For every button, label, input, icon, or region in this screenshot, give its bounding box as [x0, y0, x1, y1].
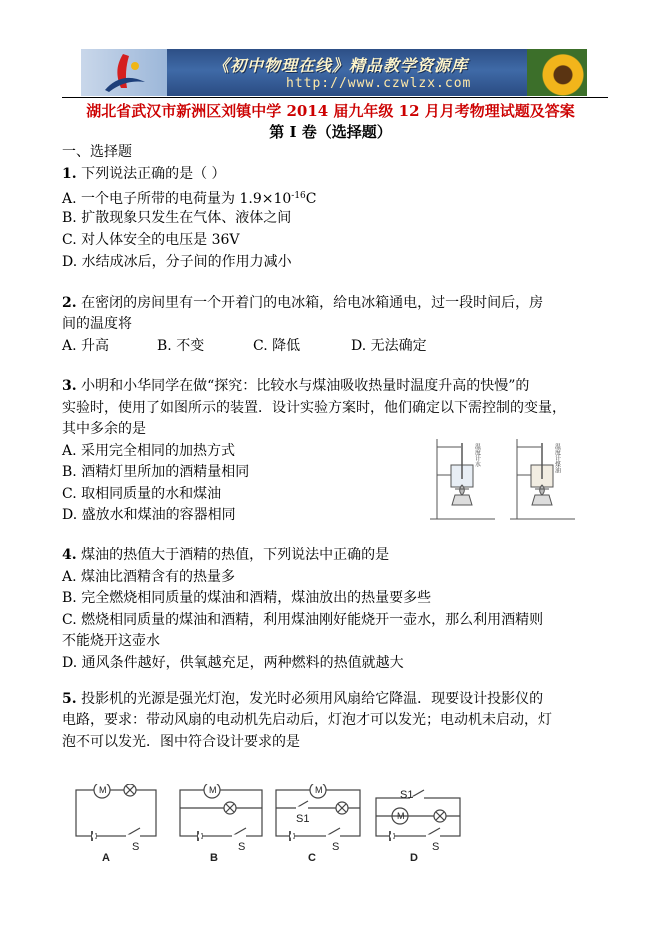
question-5-stem-line2: 电路，要求：带动风扇的电动机先启动后，灯泡才可以发光；电动机未启动，灯	[62, 712, 552, 728]
question-3-option-c: C. 取相同质量的水和煤油	[62, 486, 222, 502]
question-4-option-c-line2: 不能烧开这壶水	[62, 633, 160, 649]
figure-label-left: 温度计水	[473, 443, 481, 467]
question-2-option-a: A. 升高	[62, 338, 110, 354]
question-1-stem: 1. 下列说法正确的是（ ）	[62, 166, 226, 182]
motor-symbol-a: M	[99, 785, 107, 795]
section-heading: 一、选择题	[62, 144, 132, 160]
figure-label-right: 温度计煤油	[553, 443, 561, 473]
circuit-label-a: A	[102, 852, 110, 864]
question-4-option-b: B. 完全燃烧相同质量的煤油和酒精，煤油放出的热量要多些	[62, 590, 432, 606]
section-subtitle: 第 I 卷（选择题）	[269, 123, 392, 141]
question-1-option-a: A. 一个电子所带的电荷量为 $1.9\times 10^{-16}C$	[62, 191, 317, 207]
question-3-stem-line3: 其中多余的是	[62, 421, 146, 437]
circuit-label-b: B	[210, 852, 218, 864]
question-3-apparatus-figure	[425, 433, 585, 523]
motor-symbol-b: M	[209, 785, 217, 795]
question-2-stem-line2: 间的温度将	[62, 316, 132, 332]
switch-label-a: S	[132, 841, 140, 853]
question-5-stem-line1: 5. 投影机的光源是强光灯泡，发光时必须用风扇给它降温．现要设计投影仪的	[62, 691, 544, 707]
circuit-label-c: C	[308, 852, 316, 864]
switch-label-d-s1: S1	[400, 789, 414, 801]
switch-label-b: S	[238, 841, 246, 853]
question-3-option-a: A. 采用完全相同的加热方式	[62, 443, 236, 459]
question-4-option-c-line1: C. 燃烧相同质量的煤油和酒精，利用煤油刚好能烧开一壶水，那么利用酒精则	[62, 612, 544, 628]
question-1-option-d: D. 水结成冰后，分子间的作用力减小	[62, 254, 292, 270]
question-4-stem: 4. 煤油的热值大于酒精的热值，下列说法中正确的是	[62, 547, 390, 563]
question-2-option-d: D. 无法确定	[351, 338, 427, 354]
question-4-option-d: D. 通风条件越好，供氧越充足，两种燃料的热值就越大	[62, 655, 404, 671]
question-4-option-a: A. 煤油比酒精含有的热量多	[62, 569, 236, 585]
question-2-options	[62, 336, 427, 356]
document-title: 湖北省武汉市新洲区刘镇中学 2014 届九年级 12 月月考物理试题及答案	[86, 102, 575, 120]
question-5-circuit-figures	[70, 784, 465, 864]
question-2-stem-line1: 2. 在密闭的房间里有一个开着门的电冰箱，给电冰箱通电，过一段时间后，房	[62, 295, 544, 311]
circuit-a	[76, 784, 156, 841]
circuit-d	[376, 790, 460, 841]
question-1-option-b: B. 扩散现象只发生在气体、液体之间	[62, 210, 292, 226]
question-2-option-c: C. 降低	[253, 338, 301, 354]
header-banner	[81, 49, 587, 96]
banner-url[interactable]: http://www.czwlzx.com	[286, 76, 472, 91]
question-3-option-d: D. 盛放水和煤油的容器相同	[62, 507, 236, 523]
question-5-stem-line3: 泡不可以发光．图中符合设计要求的是	[62, 734, 300, 750]
question-3-option-b: B. 酒精灯里所加的酒精量相同	[62, 464, 250, 480]
switch-label-d-s: S	[432, 841, 440, 853]
question-3-stem-line1: 3. 小明和小华同学在做“探究：比较水与煤油吸收热量时温度升高的快慢”的	[62, 378, 530, 394]
sunflower-image	[527, 49, 587, 96]
motor-symbol-c: M	[315, 785, 323, 795]
motor-symbol-d: M	[397, 811, 405, 821]
switch-label-c-s: S	[332, 841, 340, 853]
logo	[81, 49, 167, 96]
question-2-option-b: B. 不变	[157, 338, 205, 354]
question-1-option-c: C. 对人体安全的电压是 36V	[62, 232, 240, 248]
circuit-b	[180, 784, 262, 841]
switch-label-c-s1: S1	[296, 813, 310, 825]
question-3-stem-line2: 实验时，使用了如图所示的装置．设计实验方案时，他们确定以下需控制的变量，	[62, 400, 566, 416]
circuit-label-d: D	[410, 852, 418, 864]
banner-title: 《初中物理在线》精品教学资源库	[213, 56, 469, 75]
header-divider	[62, 97, 608, 98]
